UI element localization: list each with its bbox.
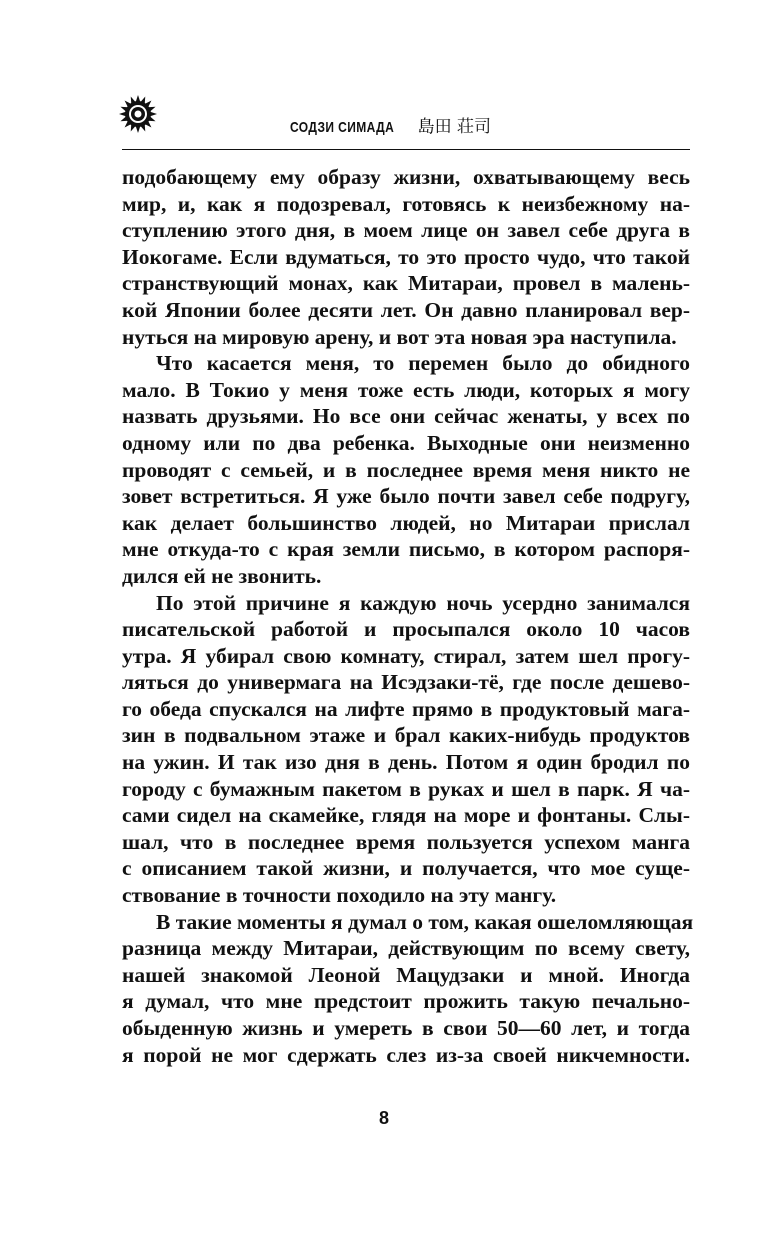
page-number: 8 [378,1108,389,1128]
text-line: странствующий монах, как Митараи, провел в малень- [122,271,690,296]
text-line: как делает большинство людей, но Митараи прислал [122,510,690,535]
text-line: одному или по два ребенка. Выходные они неизменно [122,430,690,455]
text-line: Иокогаме. Если вдуматься, то это просто чудо, что такой [122,244,690,269]
text-line: нашей знакомой Леоной Мацудзаки и мной. Иногда [122,962,690,987]
body-text [122,164,694,1068]
text-line: Что касается меня, то перемен было до обидного [156,351,690,376]
running-head [0,112,768,137]
text-line: го обеда спускался на лифте прямо в продуктовый мага- [122,696,690,721]
text-line: шал, что в последнее время пользуется успехом манга [122,829,690,854]
text-line: городу с бумажным пакетом в руках и шел в парк. Я ча- [122,776,690,801]
paragraph [122,590,690,909]
author-name-japanese: 島田 荘司 [417,117,492,137]
text-line: обыденную жизнь и умереть в свои 50—60 лет, и тогда [122,1016,690,1040]
text-line: сами сидел на скамейке, глядя на море и фонтаны. Слы- [122,803,690,828]
text-line: проводят с семьей, и в последнее время меня никто не [122,457,690,482]
text-line: нуться на мировую арену, и вот эта новая эра наступила. [122,324,677,349]
text-line: зин в подвальном этаже и брал каких-нибудь продуктов [122,723,690,748]
text-line: я порой не мог сдержать слез из-за своей никчемности. [122,1042,690,1067]
text-line: писательской работой и просыпался около 10 часов [122,617,690,642]
text-line: на ужин. И так изо дня в день. Потом я один бродил по [122,750,690,775]
text-line: подобающему ему образу жизни, охватывающему весь [122,165,690,189]
header-rule [122,149,690,150]
text-line: мне откуда-то с края земли письмо, в котором распоря- [122,537,690,562]
paragraph [122,909,694,1069]
text-line: мир, и, как я подозревал, готовясь к неизбежному на- [122,191,690,216]
text-line: разница между Митараи, действующим по всему свету, [122,936,690,961]
paragraph [122,350,690,589]
text-line: мало. В Токио у меня тоже есть люди, которых я могу [122,377,690,402]
text-line: назвать друзьями. Но все они сейчас женаты, у всех по [122,404,690,429]
text-line: По этой причине я каждую ночь усердно занимался [156,590,690,615]
text-line: ступлению этого дня, в моем лице он завел себе друга в [122,218,690,243]
text-line: утра. Я убирал свою комнату, стирал, затем шел прогу- [122,643,690,668]
author-name: СОДЗИ СИМАДА [290,119,395,136]
text-line: дился ей не звонить. [122,563,322,588]
text-line: кой Японии более десяти лет. Он давно планировал вер- [122,297,690,322]
text-line: В такие моменты я думал о том, какая ошеломляющая [156,909,694,934]
text-line: ляться до универмага на Исэдзаки-тё, где после дешево- [122,670,690,695]
paragraph [122,164,690,350]
text-line: с описанием такой жизни, и получается, что мое суще- [122,856,690,881]
text-line: я думал, что мне предстоит прожить такую печально- [122,989,690,1014]
text-line: зовет встретиться. Я уже было почти завел себе подругу, [122,484,690,509]
text-line: ствование в точности походило на эту мангу. [122,883,557,908]
